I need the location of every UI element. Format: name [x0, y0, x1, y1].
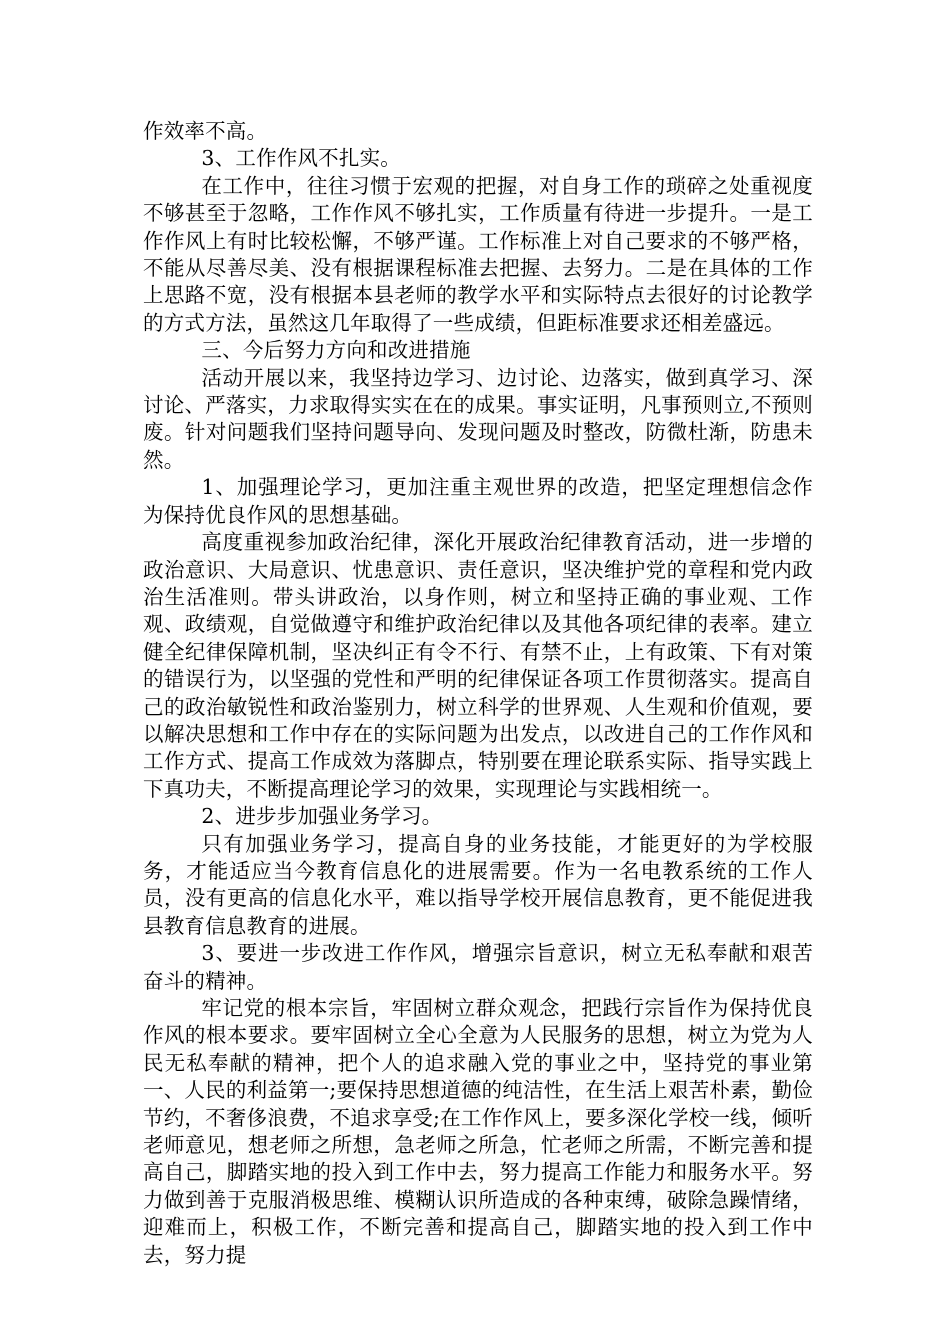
paragraph-activity: 活动开展以来，我坚持边学习、边讨论、边落实，做到真学习、深讨论、严落实，力求取得实实在在的成果。事实证明，凡事预则立,不预则废。针对问题我们坚持问题导向、发现问题及时整改，防微杜渐，防患未然。 — [143, 365, 813, 472]
paragraph-business-study: 只有加强业务学习，提高自身的业务技能，才能更好的为学校服务，才能适应当今教育信息化的进展需要。作为一名电教系统的工作人员，没有更高的信息化水平，难以指导学校开展信息教育，更不能促进我县教育信息教育的进展。 — [143, 831, 813, 938]
paragraph-purpose: 牢记党的根本宗旨，牢固树立群众观念，把践行宗旨作为保持优良作风的根本要求。要牢固树立全心全意为人民服务的思想，树立为党为人民无私奉献的精神，把个人的追求融入党的事业之中，坚持党的事业第一、人民的利益第一;要保持思想道德的纯洁性，在生活上艰苦朴素，勤俭节约，不奢侈浪费，不追求享受;在工作作风上，要多深化学校一线，倾听老师意见，想老师之所想，急老师之所急，忙老师之所需，不断完善和提高自己，脚踏实地的投入到工作中去，努力提高工作能力和服务水平。努力做到善于克服消极思维、模糊认识所造成的各种束缚，破除急躁情绪，迎难而上，积极工作，不断完善和提高自己，脚踏实地的投入到工作中去，努力提 — [143, 996, 813, 1267]
paragraph-political-discipline: 高度重视参加政治纪律，深化开展政治纪律教育活动，进一步增的政治意识、大局意识、忧患意识、责任意识，坚决维护党的章程和党内政治生活准则。带头讲政治，以身作则，树立和坚持正确的事业观、工作观、政绩观，自觉做遵守和维护政治纪律以及其他各项纪律的表率。建立健全纪律保障机制，坚决纠正有令不行、有禁不止，上有政策、下有对策的错误行为，以坚强的党性和严明的纪律保证各项工作贯彻落实。提高自己的政治敏锐性和政治鉴别力，树立科学的世界观、人生观和价值观，要以解决思想和工作中存在的实际问题为出发点，以改进自己的工作作风和工作方式、提高工作成效为落脚点，特别要在理论联系实际、指导实践上下真功夫，不断提高理论学习的效果，实现理论与实践相统一。 — [143, 530, 813, 801]
item-heading-business: 2、进步步加强业务学习。 — [201, 804, 443, 829]
document-body — [143, 118, 813, 1269]
item-heading-theory: 1、加强理论学习，更加注重主观世界的改造，把坚定理想信念作为保持优良作风的思想基础。 — [143, 475, 813, 527]
item-heading-work-style: 3、工作作风不扎实。 — [201, 146, 401, 171]
item-heading-improve-style: 3、要进一步改进工作作风，增强宗旨意识，树立无私奉献和艰苦奋斗的精神。 — [143, 941, 813, 993]
paragraph-work-style: 在工作中，往往习惯于宏观的把握，对自身工作的琐碎之处重视度不够甚至于忽略，工作作风不够扎实，工作质量有待进一步提升。一是工作作风上有时比较松懈，不够严谨。工作标准上对自己要求的不够严格，不能从尽善尽美、没有根据课程标准去把握、去努力。二是在具体的工作上思路不宽，没有根据本县老师的教学水平和实际特点去很好的讨论教学的方式方法，虽然这几年取得了一些成绩，但距标准要求还相差盛远。 — [143, 173, 813, 335]
section-heading-improvement: 三、今后努力方向和改进措施 — [201, 338, 471, 363]
paragraph-continuation: 作效率不高。 — [143, 119, 268, 143]
